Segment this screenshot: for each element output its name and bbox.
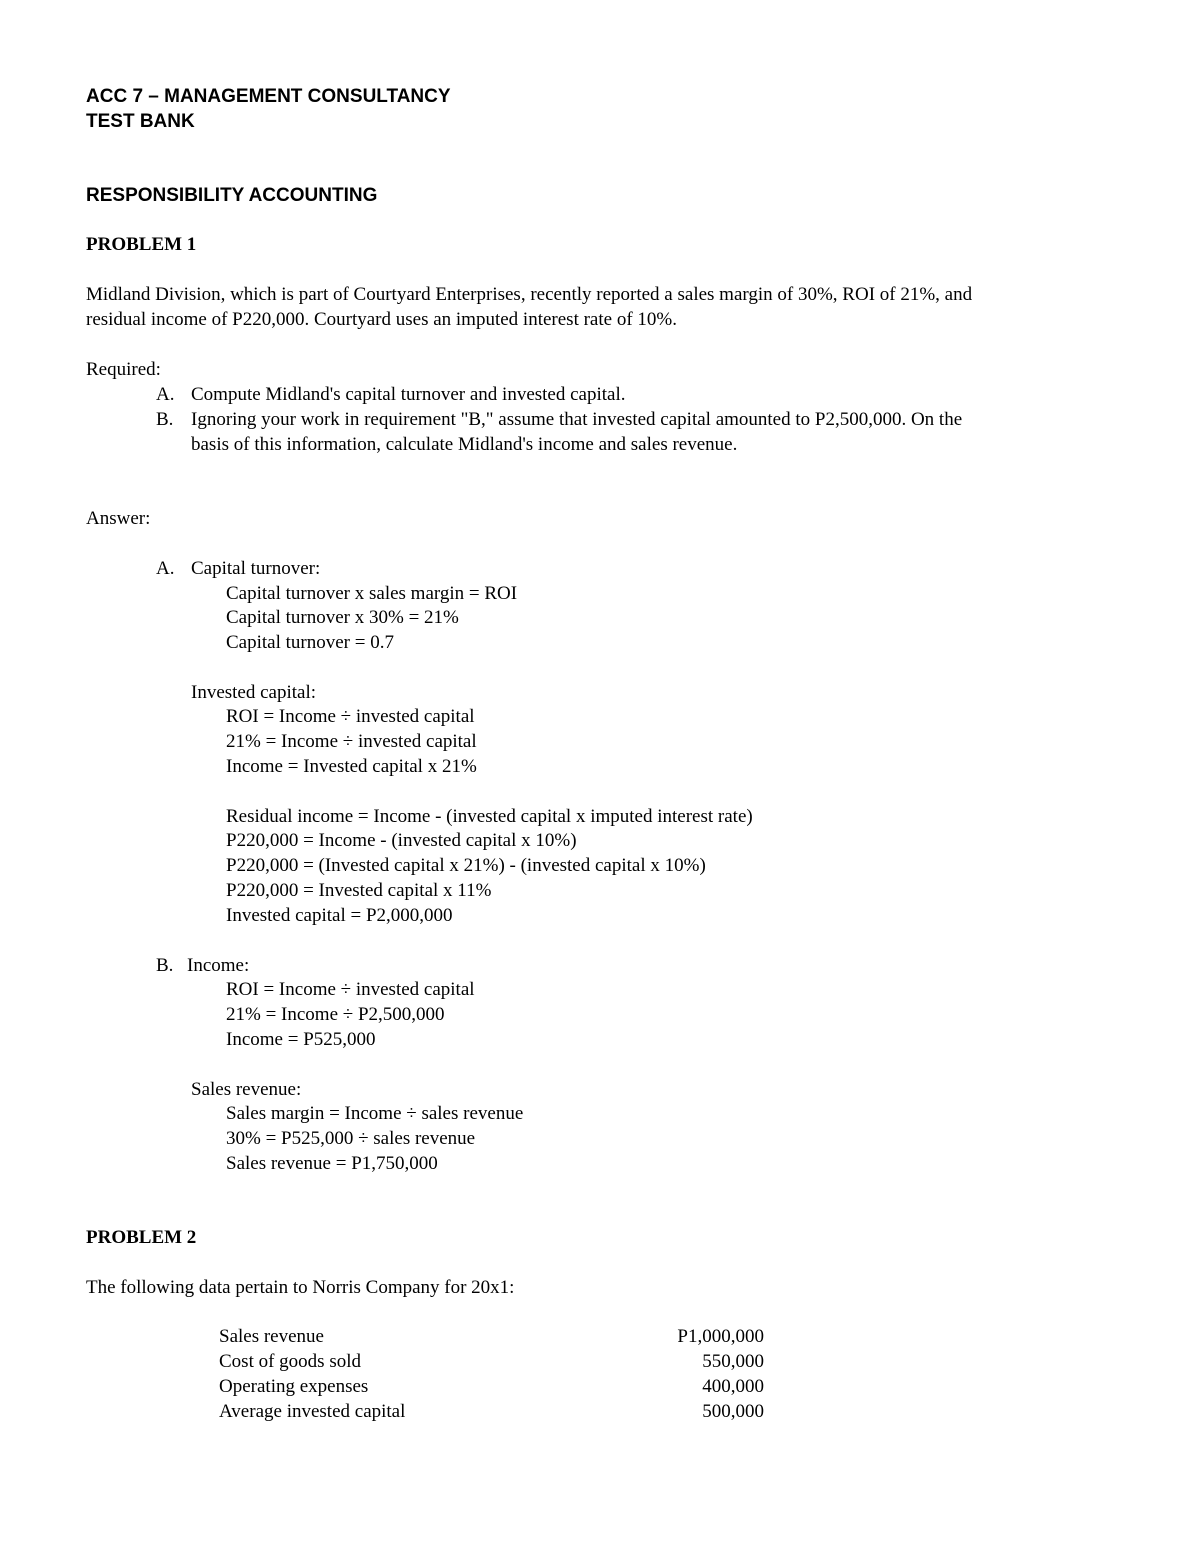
data-row-value: 550,000 <box>702 1351 764 1372</box>
ans-b-line: 21% = Income ÷ P2,500,000 <box>226 1004 445 1025</box>
req-a-text: Compute Midland's capital turnover and invested capital. <box>191 384 626 405</box>
required-label: Required: <box>86 359 161 380</box>
ans-a-line: Capital turnover x 30% = 21% <box>226 607 459 628</box>
residual-line: P220,000 = Invested capital x 11% <box>226 880 492 901</box>
req-b-line2: basis of this information, calculate Midland's income and sales revenue. <box>191 434 738 455</box>
residual-line: Residual income = Income - (invested capital x imputed interest rate) <box>226 806 753 827</box>
data-row-value: 400,000 <box>702 1376 764 1397</box>
problem2-title: PROBLEM 2 <box>86 1227 197 1248</box>
data-row-label: Cost of goods sold <box>219 1351 361 1372</box>
req-b-marker: B. <box>156 409 174 430</box>
ans-a-line: Capital turnover x sales margin = ROI <box>226 583 518 604</box>
ans-b-line: Income = P525,000 <box>226 1029 376 1050</box>
course-title: ACC 7 – MANAGEMENT CONSULTANCY <box>86 86 451 107</box>
ans-b-line: ROI = Income ÷ invested capital <box>226 979 475 1000</box>
doc-type: TEST BANK <box>86 111 195 132</box>
residual-line: P220,000 = Income - (invested capital x 10%) <box>226 830 577 851</box>
req-a-marker: A. <box>156 384 175 405</box>
ans-b-marker: B. <box>156 955 174 976</box>
problem2-intro: The following data pertain to Norris Company for 20x1: <box>86 1277 515 1298</box>
invested-line: Income = Invested capital x 21% <box>226 756 477 777</box>
data-row-label: Sales revenue <box>219 1326 324 1347</box>
sales-line: 30% = P525,000 ÷ sales revenue <box>226 1128 476 1149</box>
ans-a-line: Capital turnover = 0.7 <box>226 632 394 653</box>
data-row-label: Operating expenses <box>219 1376 369 1397</box>
sales-line: Sales revenue = P1,750,000 <box>226 1153 438 1174</box>
ans-b-heading: Income: <box>187 955 250 976</box>
data-row-label: Average invested capital <box>219 1401 406 1422</box>
problem1-text-line1: Midland Division, which is part of Courtyard Enterprises, recently reported a sales margin of 30%, ROI of 21%, and <box>86 284 973 305</box>
residual-line: Invested capital = P2,000,000 <box>226 905 453 926</box>
ans-a-heading: Capital turnover: <box>191 558 321 579</box>
problem1-title: PROBLEM 1 <box>86 234 197 255</box>
ans-a-marker: A. <box>156 558 175 579</box>
sales-line: Sales margin = Income ÷ sales revenue <box>226 1103 524 1124</box>
req-b-line1: Ignoring your work in requirement "B," assume that invested capital amounted to P2,500,000. On the <box>191 409 963 430</box>
data-row-value: P1,000,000 <box>677 1326 764 1347</box>
sales-heading: Sales revenue: <box>191 1079 302 1100</box>
topic-heading: RESPONSIBILITY ACCOUNTING <box>86 185 378 206</box>
data-row-value: 500,000 <box>702 1401 764 1422</box>
residual-line: P220,000 = (Invested capital x 21%) - (invested capital x 10%) <box>226 855 706 876</box>
problem1-text-line2: residual income of P220,000. Courtyard uses an imputed interest rate of 10%. <box>86 309 677 330</box>
invested-heading: Invested capital: <box>191 682 317 703</box>
answer-label: Answer: <box>86 508 151 529</box>
invested-line: 21% = Income ÷ invested capital <box>226 731 477 752</box>
invested-line: ROI = Income ÷ invested capital <box>226 706 475 727</box>
